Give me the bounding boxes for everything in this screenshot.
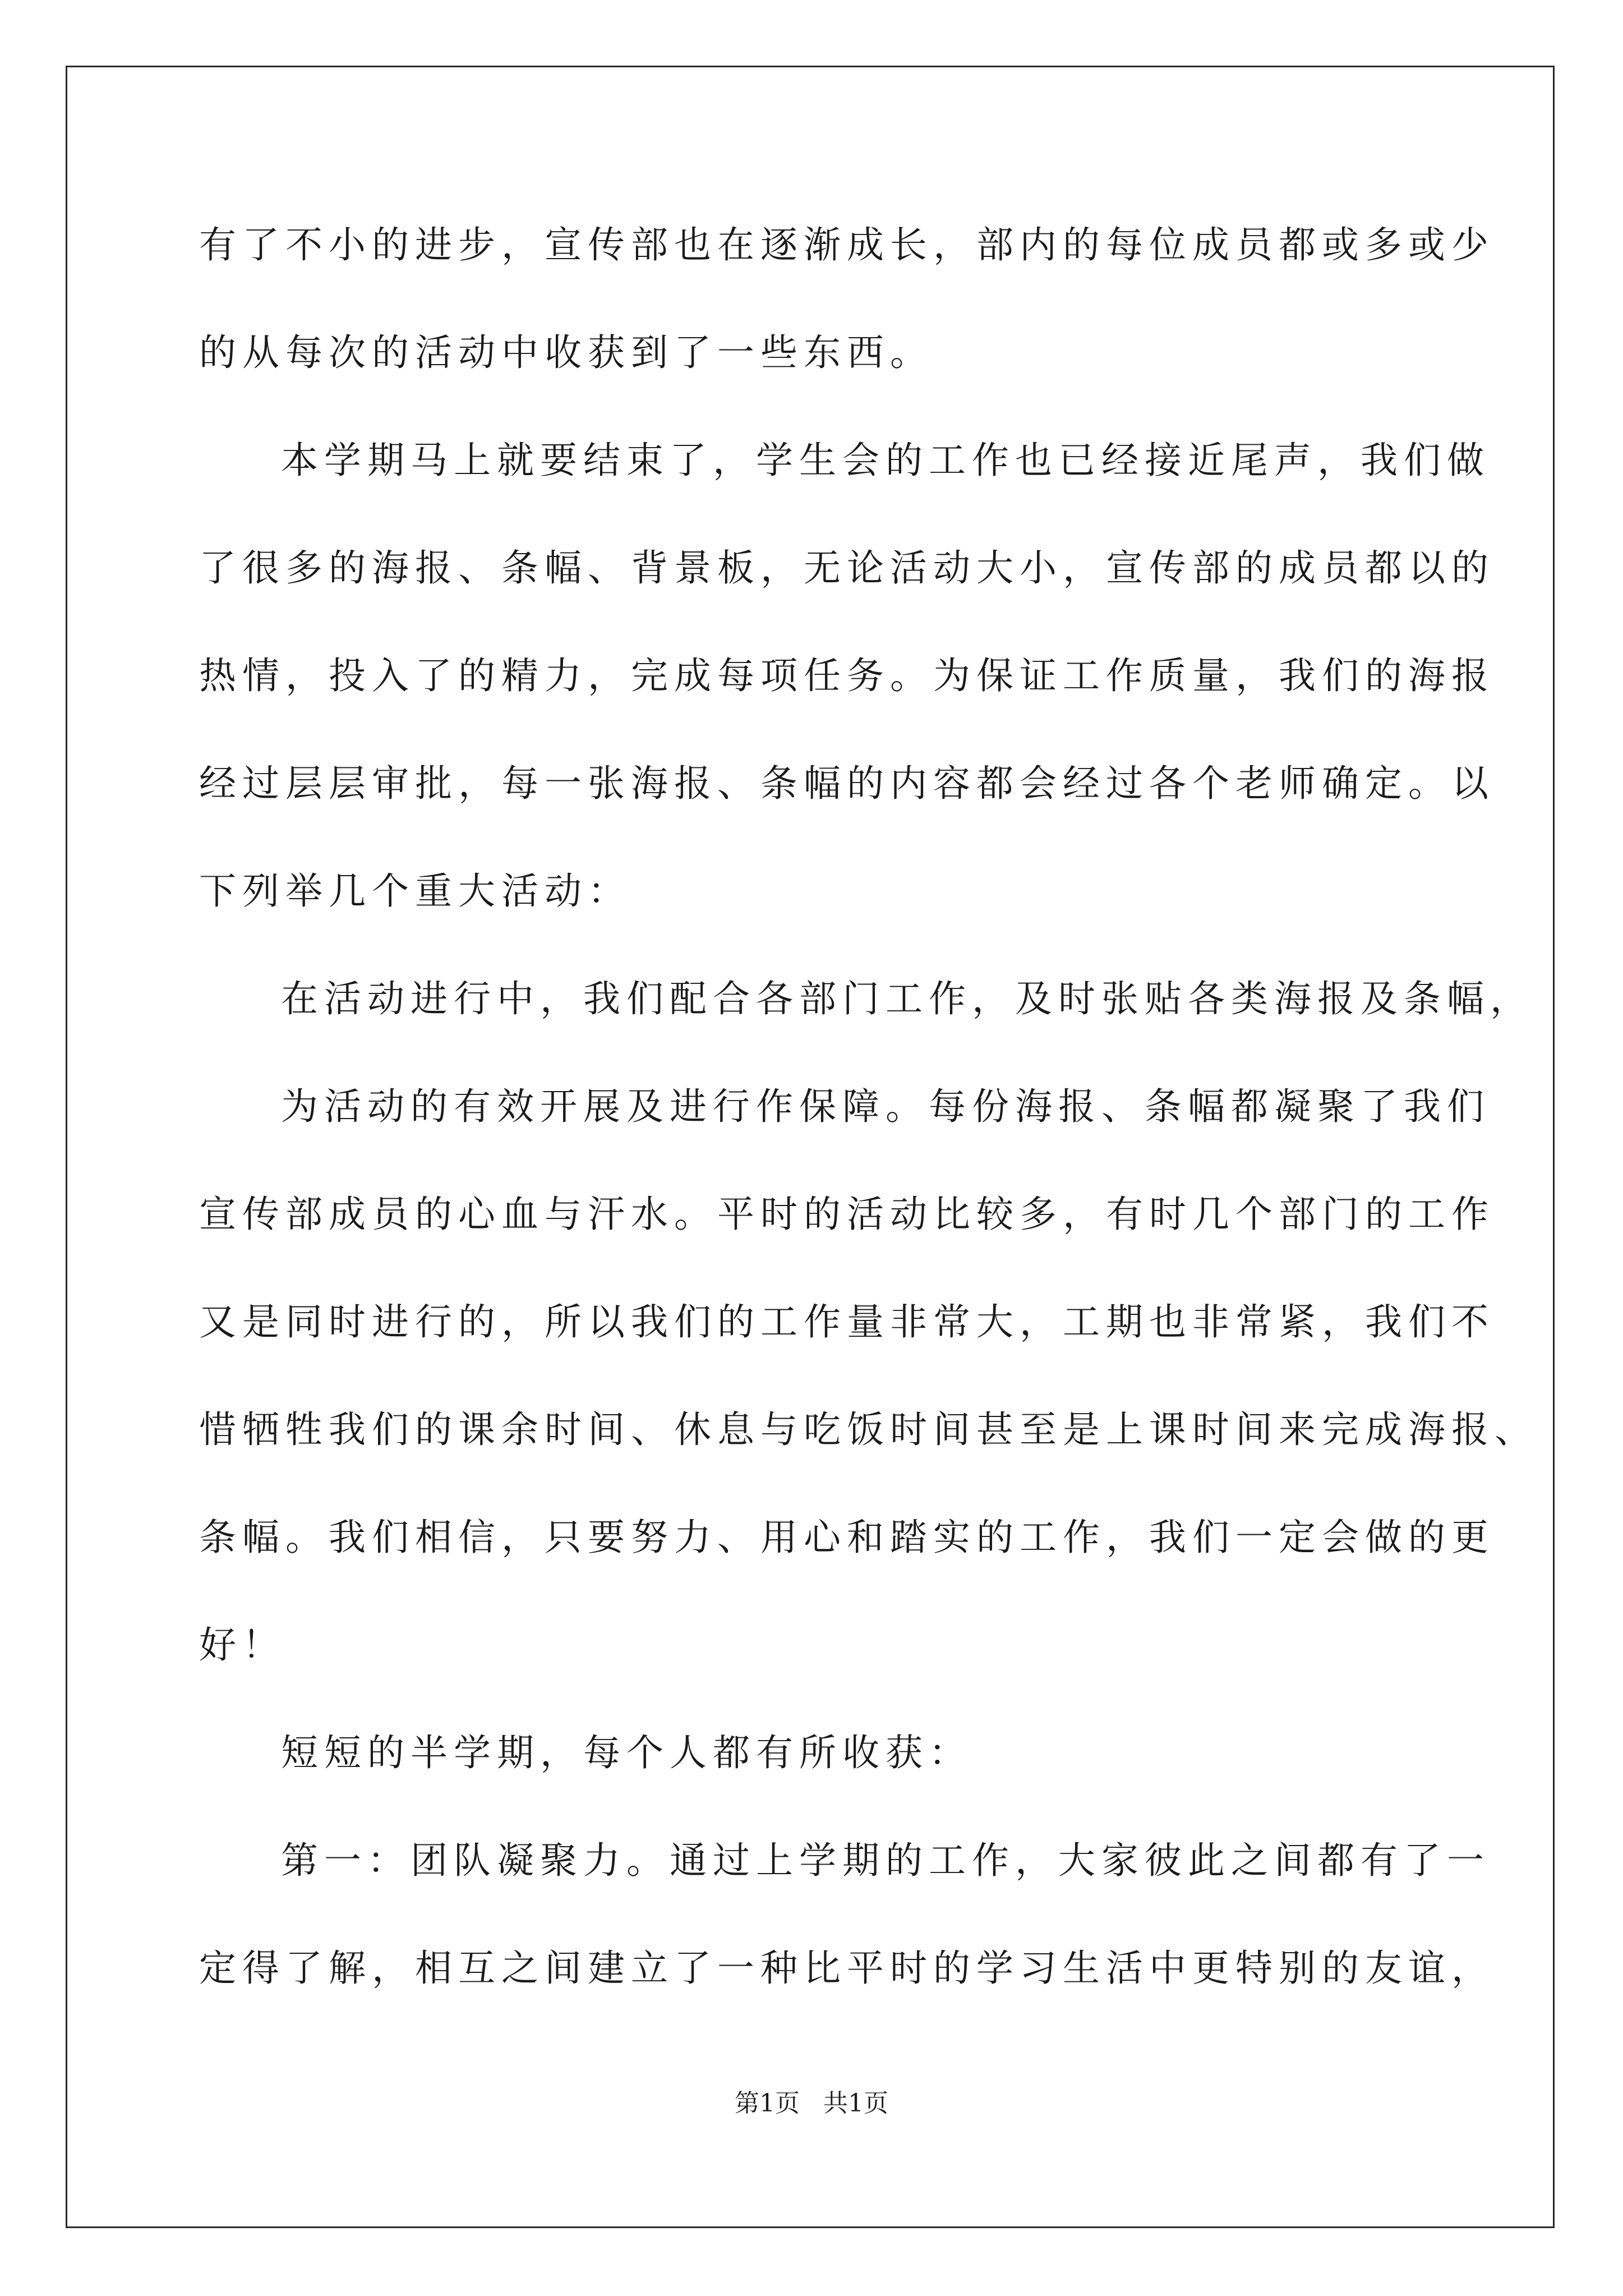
body-line: 了很多的海报、条幅、背景板，无论活动大小，宣传部的成员都以的 — [199, 546, 1495, 590]
body-line: 在活动进行中，我们配合各部门工作，及时张贴各类海报及条幅， — [281, 977, 1533, 1020]
body-line: 好！ — [199, 1623, 285, 1667]
body-line: 本学期马上就要结束了，学生会的工作也已经接近尾声，我们做 — [281, 439, 1490, 482]
body-line: 有了不小的进步，宣传部也在逐渐成长，部内的每位成员都或多或少 — [199, 223, 1495, 266]
body-line: 短短的半学期，每个人都有所收获： — [281, 1731, 972, 1774]
body-line: 下列举几个重大活动： — [199, 869, 631, 913]
page-number-total: 共1页 — [823, 2089, 888, 2118]
page-footer — [0, 2087, 1623, 2120]
body-line: 的从每次的活动中收获到了一些东西。 — [199, 331, 933, 374]
body-line: 又是同时进行的，所以我们的工作量非常大，工期也非常紧，我们不 — [199, 1300, 1495, 1343]
document-body — [199, 215, 1538, 2046]
page-number-current: 第1页 — [735, 2089, 800, 2118]
body-line: 宣传部成员的心血与汗水。平时的活动比较多，有时几个部门的工作 — [199, 1193, 1495, 1236]
body-line: 热情，投入了的精力，完成每项任务。为保证工作质量，我们的海报 — [199, 654, 1495, 697]
body-line: 定得了解，相互之间建立了一种比平时的学习生活中更特别的友谊， — [199, 1947, 1495, 1990]
body-line: 惜牺牲我们的课余时间、休息与吃饭时间甚至是上课时间来完成海报、 — [199, 1408, 1538, 1451]
body-line: 为活动的有效开展及进行作保障。每份海报、条幅都凝聚了我们 — [281, 1085, 1490, 1128]
body-line: 经过层层审批，每一张海报、条幅的内容都会经过各个老师确定。以 — [199, 762, 1495, 805]
body-line: 条幅。我们相信，只要努力、用心和踏实的工作，我们一定会做的更 — [199, 1516, 1495, 1559]
body-line: 第一：团队凝聚力。通过上学期的工作，大家彼此之间都有了一 — [281, 1839, 1490, 1882]
